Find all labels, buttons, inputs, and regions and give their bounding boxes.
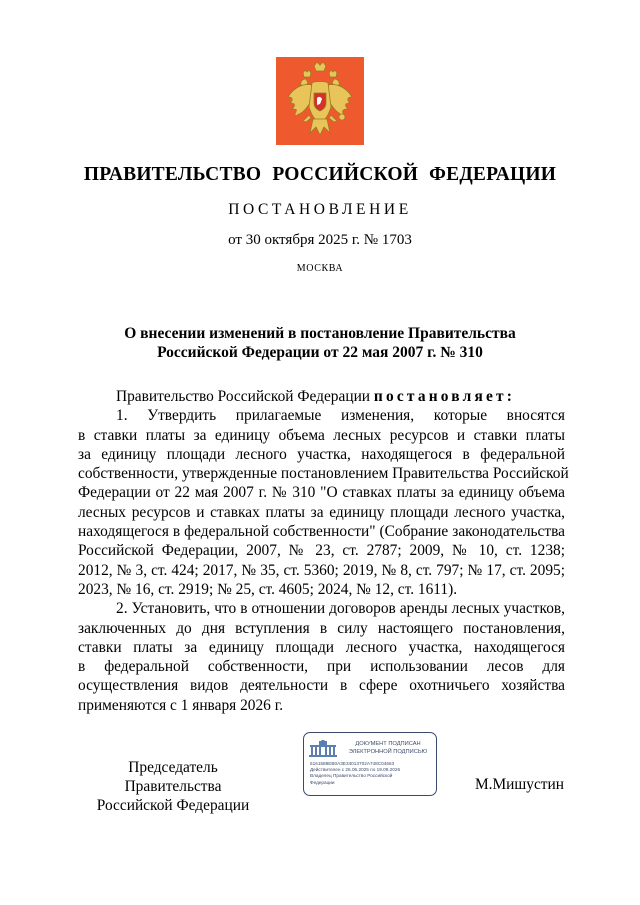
- position-line: Председатель Правительства: [124, 759, 222, 795]
- paragraph-line: осуществления видов деятельности в сфере охотничьего хозяйства: [78, 677, 565, 695]
- certificate-owner: Владелец Правительство Российской: [310, 773, 393, 779]
- paragraph-line: в федеральной собственности, при использовании лесов для: [78, 658, 565, 676]
- document-type: ПОСТАНОВЛЕНИЕ: [228, 201, 412, 218]
- stamp-details: [310, 761, 434, 786]
- preamble-text: Правительство Российской Федерации: [116, 388, 374, 405]
- signatory-name: М.Мишустин: [474, 776, 564, 793]
- government-building-icon: [309, 740, 337, 757]
- coat-of-arms-icon: [276, 57, 364, 145]
- document-date-number: от 30 октября 2025 г. № 1703: [228, 232, 412, 248]
- certificate-serial: 5161588EB0A3E34013702A748C04663: [310, 761, 395, 766]
- paragraph-line: собственности, утвержденные постановлением Правительства Российской: [78, 465, 569, 483]
- paragraph-line: Российской Федерации, 2007, № 23, ст. 2787; 2009, № 10, ст. 1238;: [78, 542, 565, 560]
- paragraph-line: Федерации от 22 мая 2007 г. № 310 "О ставках платы за единицу объема: [78, 484, 565, 502]
- paragraph-line: лесных ресурсов и ставках платы за единицу площади лесного участка,: [78, 503, 565, 521]
- stamp-title: [342, 740, 434, 756]
- paragraph-line: 2. Установить, что в отношении договоров аренды лесных участков,: [116, 600, 565, 618]
- stamp-title-line: ДОКУМЕНТ ПОДПИСАН: [355, 741, 421, 747]
- government-title: ПРАВИТЕЛЬСТВО РОССИЙСКОЙ ФЕДЕРАЦИИ: [83, 164, 557, 185]
- document-city: МОСКВА: [296, 263, 344, 274]
- stamp-title-line: ЭЛЕКТРОННОЙ ПОДПИСЬЮ: [348, 749, 428, 755]
- certificate-validity: Действителен с 26.06.2025 по 19.09.2026: [310, 767, 401, 773]
- paragraph-line: в ставки платы за единицу объема лесных ресурсов и ставки платы: [78, 426, 565, 444]
- paragraph-line: 1. Утвердить прилагаемые изменения, которые вносятся: [116, 407, 565, 425]
- paragraph-line: ставки платы за единицу площади лесного участка, находящегося: [78, 638, 565, 656]
- paragraph-2: [78, 599, 565, 715]
- electronic-signature-stamp: [303, 732, 437, 796]
- paragraph-line: 2012, № 3, ст. 424; 2017, № 35, ст. 5360; 2019, № 8, ст. 797; № 17, ст. 2095;: [78, 561, 565, 579]
- position-line: Российской Федерации: [96, 797, 250, 814]
- paragraph-line: 2023, № 16, ст. 2919; № 25, ст. 4605; 2024, № 12, ст. 1611).: [78, 580, 458, 598]
- paragraph-line: заключенных до дня вступления в силу настоящего постановления,: [78, 619, 565, 637]
- paragraph-line: применяются с 1 января 2026 г.: [78, 696, 284, 714]
- signatory-position: [78, 758, 268, 815]
- certificate-owner: Федерации: [310, 779, 335, 785]
- document-subject: [0, 324, 640, 362]
- paragraph-line: за единицу площади лесного участка, находящегося в федеральной: [78, 445, 565, 463]
- preamble-verb: постановляет:: [373, 388, 516, 405]
- paragraph-line: находящегося в федеральной собственности" (Собрание законодательства: [78, 523, 565, 541]
- subject-line: О внесении изменений в постановление Правительства: [124, 325, 516, 342]
- preamble: [78, 387, 565, 406]
- subject-line: Российской Федерации от 22 мая 2007 г. № 310: [157, 344, 483, 361]
- paragraph-1: [78, 406, 569, 599]
- document-body: [78, 387, 569, 715]
